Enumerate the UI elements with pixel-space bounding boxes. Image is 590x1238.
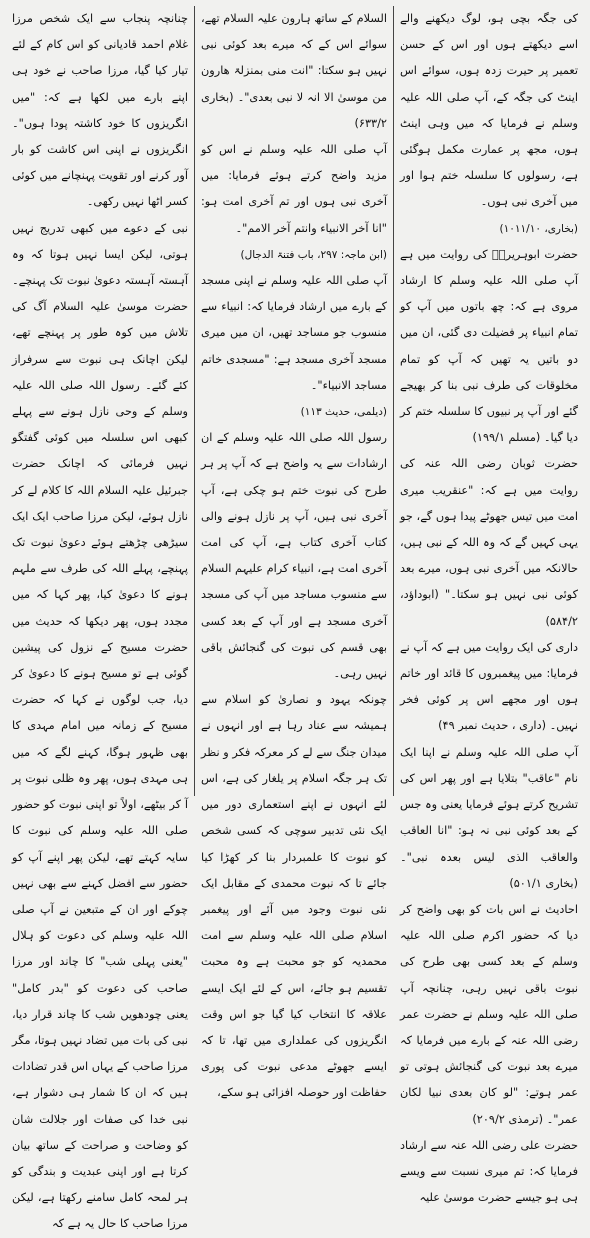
paragraph: رسول اللہ صلی اللہ علیہ وسلم کے ان ارشادات سے یہ واضح ہے کہ آپ پر ہر طرح کی نبوت ختم ہو چکی ہے، آپ آخری نبی ہیں، آپ پر نازل ہونے والی کتاب آخری کتاب ہے، آپ کی امت آخری امت ہے، انبیاء کرام علیہم السلام سے منسوب مساجد میں آپ کی مسجد آخری مسجد ہے اور آپ کے بعد کسی بھی قسم کی نبوت کی گنجائش باقی نہیں رہی۔ xyxy=(201,431,387,681)
paragraph: حضرت علی رضی اللہ عنہ سے ارشاد فرمایا کہ: تم میری نسبت سے ویسے ہی ہو جیسے حضرت موسیٰ علیہ xyxy=(400,1138,578,1205)
paragraph: کی جگہ بچی ہو، لوگ دیکھنے والے اسے دیکھتے ہوں اور اس کے حسن تعمیر پر حیرت زدہ ہوں، سوائے اس اینٹ کی جگہ کے، آپ صلی اللہ علیہ وسلم نے فرمایا کہ میں وہی اینٹ ہوں، مجھ پر عمارت مکمل ہوگئی ہے، رسولوں کا سلسلہ ختم ہوا اور میں آخری نبی ہوں۔ xyxy=(400,12,578,209)
paragraph: السلام کے ساتھ ہارون علیہ السلام تھے، سوائے اس کے کہ میرے بعد کوئی نبی نہیں ہو سکتا: "انت منی بمنزلۃ ھارون من موسیٰ الا انہ لا نبی بعدی"۔ (بخاری ۶۳۳/۲) xyxy=(201,12,387,130)
column-right xyxy=(394,6,584,1205)
paragraph: آپ صلی اللہ علیہ وسلم نے اس کو مزید واضح کرتے ہوئے فرمایا: میں آخری نبی ہوں اور تم آخری امت ہو: "انا آخر الانبیاء وانتم آخر الامم"۔ xyxy=(201,143,387,235)
paragraph: حضرت ابوہریرہؓ کی روایت میں ہے آپ صلی اللہ علیہ وسلم کا ارشاد مروی ہے کہ: چھ باتوں میں آپ کو تمام انبیاء پر فضیلت دی گئی، ان میں دو باتیں یہ تھیں کہ آپ کو تمام مخلوقات کی طرف نبی بنا کر بھیجے گئے اور آپ پر نبیوں کا سلسلہ ختم کر دیا گیا۔ (مسلم ۱۹۹/۱) xyxy=(400,247,578,445)
paragraph: احادیث نے اس بات کو بھی واضح کر دیا کہ حضور اکرم صلی اللہ علیہ وسلم کے بعد کسی بھی طرح کی نبوت باقی نہیں رہی، چنانچہ آپ صلی اللہ علیہ وسلم نے حضرت عمر رضی اللہ عنہ کے بارے میں فرمایا کہ میرے بعد نبوت کی گنجائش ہوتی تو عمر ہوتے: "لو کان بعدی نبیا لکان عمر"۔ (ترمذی ۲۰۹/۲) xyxy=(400,902,578,1126)
paragraph: آپ صلی اللہ علیہ وسلم نے اپنی مسجد کے بارے میں ارشاد فرمایا کہ: انبیاء سے منسوب جو مساجد تھیں، ان میں میری مسجد آخری مسجد ہے: "مسجدی خاتم مساجد الانبیاء"۔ xyxy=(201,274,387,392)
paragraph: داری کی ایک روایت میں ہے کہ آپ نے فرمایا: میں پیغمبروں کا قائد اور خاتم ہوں اور مجھے اس پر کوئی فخر نہیں۔ (داری ، حدیث نمبر ۴۹) xyxy=(400,640,578,733)
reference: (ابن ماجہ: ۲۹۷، باب فتنۃ الدجال) xyxy=(240,248,387,261)
paragraph: چنانچہ پنجاب سے ایک شخص مرزا غلام احمد قادیانی کو اس کام کے لئے تیار کیا گیا، مرزا صاحب نے خود ہی اپنے بارے میں لکھا ہے کہ: "میں انگریزوں کا خود کاشتہ پودا ہوں"۔ انگریزوں نے اپنی اس کاشت کو بار آور کرنے اور تقویت پہنچانے میں کوئی کسر اٹھا نہیں رکھی۔ xyxy=(12,12,188,209)
column-left xyxy=(6,6,194,1231)
paragraph: حضرت ثوبان رضی اللہ عنہ کی روایت میں ہے کہ: "عنقریب میری امت میں تیس جھوٹے پیدا ہوں گے، جو یہی کہیں گے کہ وہ اللہ کے نبی ہیں، حالانکہ میں آخری نبی ہوں، میرے بعد کوئی نبی نہیں ہو سکتا۔" (ابوداؤد، ۵۸۴/۲) xyxy=(400,457,578,628)
reference: (دیلمی، حدیث ۱۱۳) xyxy=(300,406,387,419)
paragraph: چونکہ یہود و نصاریٰ کو اسلام سے ہمیشہ سے عناد رہا ہے اور انہوں نے میدان جنگ سے لے کر معرکہ فکر و نظر تک ہر جگہ اسلام پر یلغار کی ہے، اس لئے انہوں نے اپنے استعماری دور میں ایک نئی تدبیر سوچی کہ کسی شخص کو نبوت کا علمبردار بنا کر کھڑا کیا جائے تا کہ نبوت محمدی کے مقابل ایک نئی نبوت وجود میں آئے اور پیغمبر اسلام صلی اللہ علیہ وسلم سے امت محمدیہ کو جو محبت ہے وہ محبت تقسیم ہو جائے، اس کے لئے ایک ایسے علاقہ کا انتخاب کیا گیا جو اس وقت انگریزوں کی عملداری میں تھا، تا کہ ایسے جھوٹے مدعی نبوت کی پوری حفاظت اور حوصلہ افزائی ہو سکے، xyxy=(201,693,387,1100)
column-middle xyxy=(194,6,394,1100)
text-columns xyxy=(6,6,584,1231)
reference: (بخاری، ۱۰۱۱/۱۰) xyxy=(499,222,578,235)
paragraph: آپ صلی اللہ علیہ وسلم نے اپنا ایک نام "عاقب" بتلایا ہے اور پھر اس کی تشریح کرتے ہوئے فرمایا یعنی وہ جس کے بعد کوئی نبی نہ ہو: "انا العاقب والعاقب الذی لیس بعدہ نبی"۔ (بخاری ۵۰۱/۱) xyxy=(400,745,578,890)
paragraph: نبی کے دعوے میں کبھی تدریج نہیں ہوتی، لیکن ایسا نہیں ہوتا کہ وہ آہستہ آہستہ دعویٰ نبوت تک پہنچے۔ حضرت موسیٰ علیہ السلام آگ کی تلاش میں کوہ طور پر پہنچے تھے، لیکن اچانک ہی نبوت سے سرفراز کئے گئے۔ رسول اللہ صلی اللہ علیہ وسلم کے وحی نازل ہونے سے پہلے کبھی اس سلسلہ میں کوئی گفتگو نہیں فرمائی کہ اچانک حضرت جبرئیل علیہ السلام اللہ کا کلام لے کر نازل ہوئے، لیکن مرزا صاحب ایک ایک سیڑھی چڑھتے ہوئے دعویٰ نبوت تک پہنچے، پہلے اللہ کی طرف سے ملہم ہونے کا دعویٰ کیا، پھر کہا کہ میں مجدد ہوں، پھر دیکھا کہ حدیث میں حضرت مسیح کے نزول کی پیشین گوئی ہے تو مسیح ہونے کا دعویٰ کر دیا، جب لوگوں نے کہا کہ حضرت مسیح کے زمانہ میں امام مہدی کا بھی ظہور ہوگا، کہنے لگے کہ میں ہی مہدی ہوں، پھر وہ ظلی نبوت پر آ کر بیٹھے، اولاً تو اپنی نبوت کو حضور صلی اللہ علیہ وسلم کی نبوت کا سایہ کہتے تھے، لیکن پھر اپنے آپ کو حضور سے افضل کہنے سے بھی نہیں چوکے اور ان کے متبعین نے آپ صلی اللہ علیہ وسلم کی دعوت کو ہلال "یعنی پہلی شب" کا چاند اور مرزا صاحب کی دعوت کو "بدر کامل" یعنی چودھویں شب کا چاند قرار دیا، نبی کی بات میں تضاد نہیں ہوتا، مگر مرزا صاحب کے یہاں اس قدر تضادات ہیں کہ ان کا شمار ہی دشوار ہے، نبی خدا کی صفات اور جلالت شان کو وضاحت و صراحت کے ساتھ بیان کرتا ہے اور اپنی عبدیت و بندگی کو ہر لمحہ کامل سامنے رکھتا ہے، لیکن مرزا صاحب کا حال یہ ہے کہ xyxy=(12,221,188,1231)
